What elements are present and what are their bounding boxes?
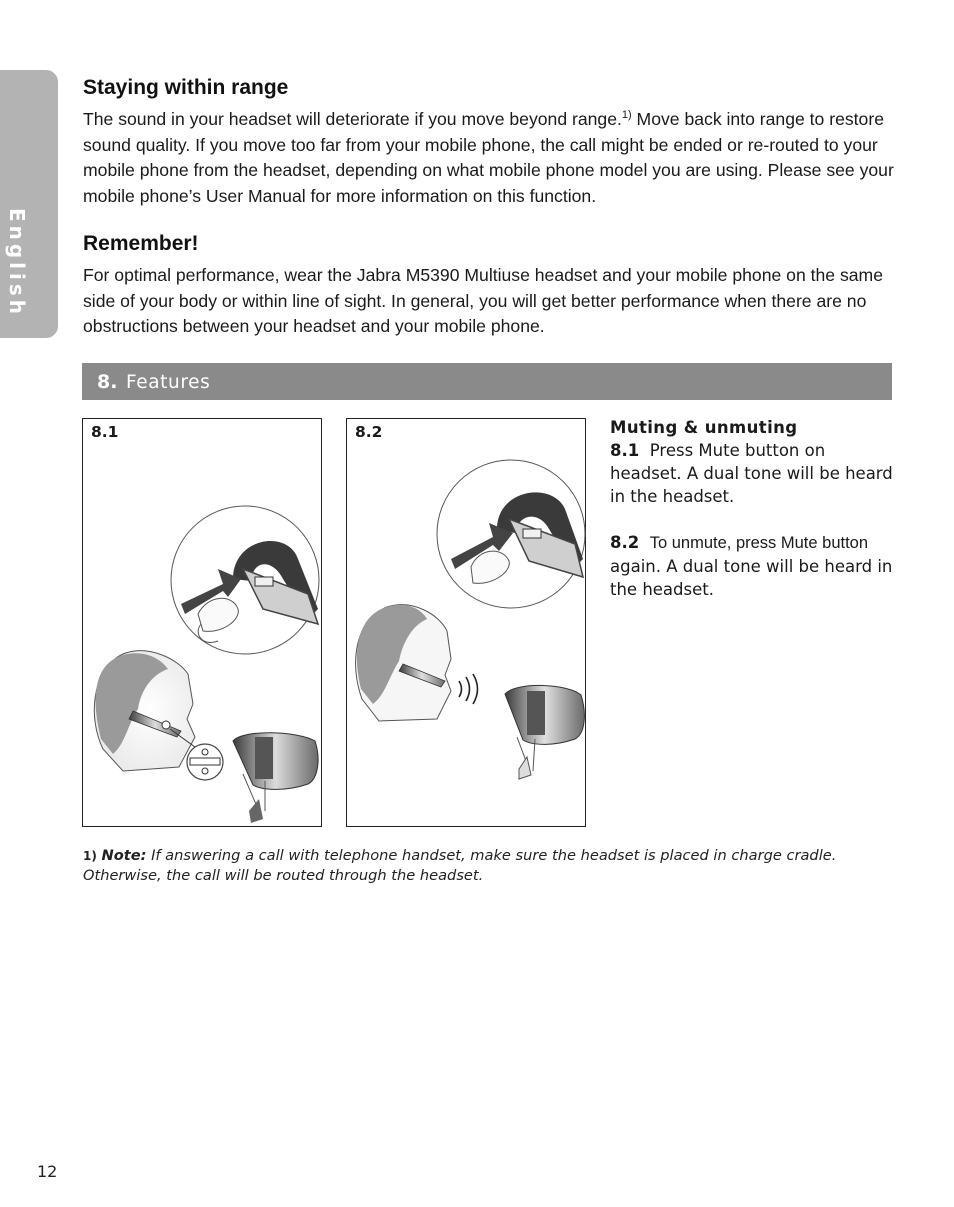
- head-profile: [94, 651, 195, 771]
- base-station: [505, 685, 584, 779]
- muting-step-2: [610, 531, 900, 601]
- step-text-a: To unmute, press Mute button: [649, 534, 869, 552]
- footnote-label: Note:: [101, 847, 147, 864]
- range-text-after: Move back into range to restore sound quality. If you move too far from your mobile phone, the call might be ended or re-routed to your mobile phone from the headset, depending on what mobile phone model you are using. Please see your mobile phone’s User Manual for more information on this function.: [83, 109, 894, 207]
- base-station: [233, 733, 318, 823]
- step-text: Press Mute button on headset. A dual tone will be heard in the headset.: [610, 441, 893, 506]
- figure-8-1: [82, 418, 322, 827]
- language-tab-label: English: [5, 207, 29, 319]
- remember-paragraph: For optimal performance, wear the Jabra M5390 Multiuse headset and your mobile phone on the same side of your body or within line of sight. In general, you will get better performance when there are no obstructions between your headset and your mobile phone.: [83, 265, 883, 337]
- range-heading: Staying within range: [83, 76, 289, 99]
- muting-heading: Muting & unmuting: [610, 418, 798, 437]
- figure-8-2: [346, 418, 586, 827]
- step-number: 8.2: [610, 533, 640, 552]
- section-title: Features: [126, 372, 211, 393]
- footnote: [83, 846, 863, 886]
- figure-label: 8.1: [91, 423, 119, 441]
- page-number: 12: [37, 1162, 58, 1181]
- footnote-text: If answering a call with telephone handset, make sure the headset is placed in charge cradle. Otherwise, the call will be routed through the headset.: [83, 847, 837, 884]
- muting-step-1: [610, 439, 900, 508]
- zoom-circle: [171, 506, 319, 654]
- unmute-illustration: [347, 419, 587, 828]
- remember-heading: Remember!: [83, 232, 199, 255]
- head-profile: [356, 605, 478, 721]
- step-text-b: again. A dual tone will be heard in the headset.: [610, 557, 893, 599]
- section-number: 8.: [97, 371, 118, 393]
- zoom-circle: [437, 460, 585, 608]
- range-paragraph: [83, 107, 898, 210]
- footnote-reference: 1): [621, 109, 632, 122]
- section-header-bar: [82, 363, 892, 400]
- range-text-before: The sound in your headset will deteriorate if you move beyond range.: [83, 109, 622, 129]
- footnote-marker: 1): [83, 849, 97, 863]
- step-number: 8.1: [610, 441, 640, 460]
- muting-instructions: [610, 416, 900, 601]
- mute-button-callout: [187, 744, 223, 780]
- figure-label: 8.2: [355, 423, 383, 441]
- language-side-tab: [0, 70, 58, 338]
- mute-press-illustration: [83, 419, 323, 828]
